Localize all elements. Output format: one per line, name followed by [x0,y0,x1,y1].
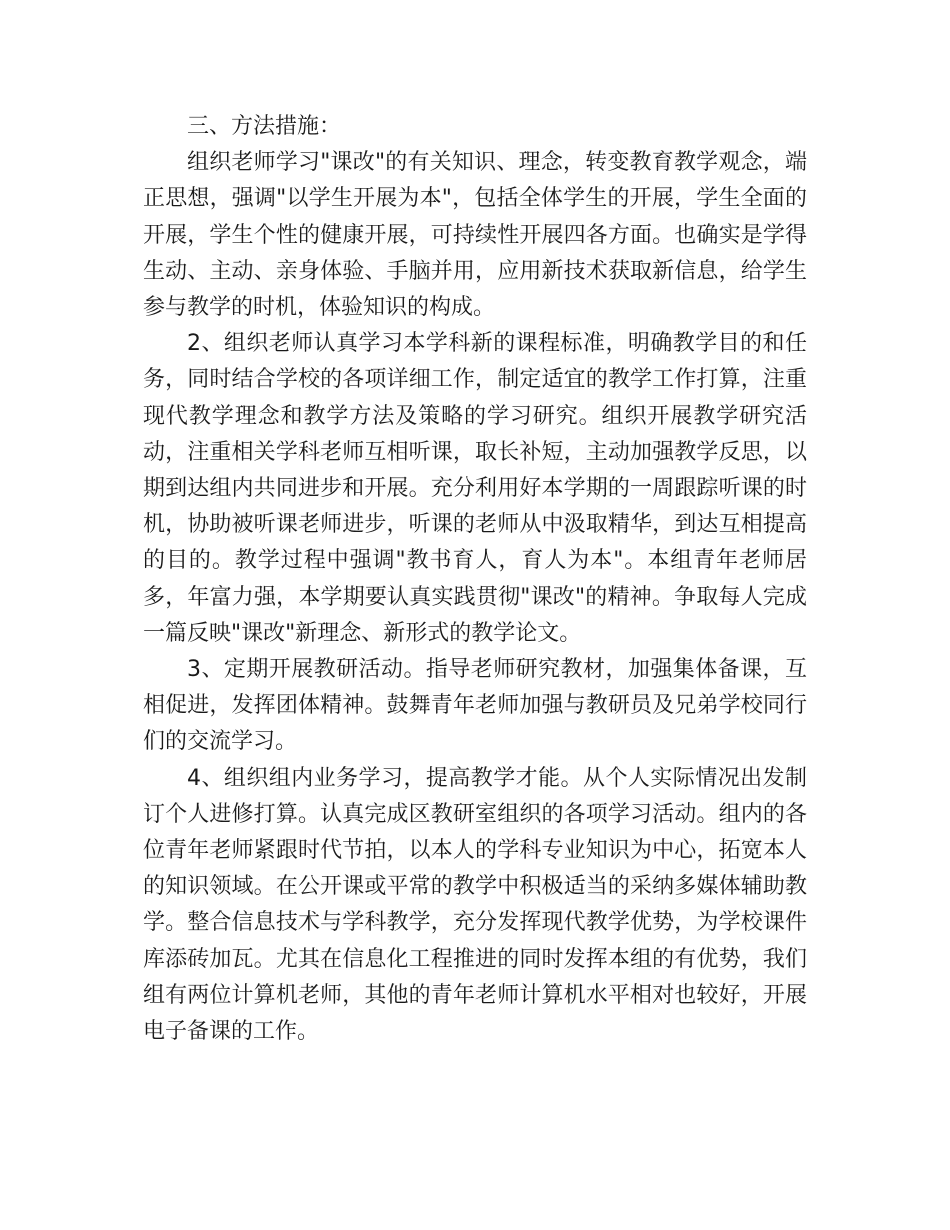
paragraph-item-4: 4、组织组内业务学习，提高教学才能。从个人实际情况出发制订个人进修打算。认真完成区教研室组织的各项学习活动。组内的各位青年老师紧跟时代节拍，以本人的学科专业知识为中心，拓宽本人的知识领域。在公开课或平常的教学中积极适当的采纳多媒体辅助教学。整合信息技术与学科教学，充分发挥现代教学优势，为学校课件库添砖加瓦。尤其在信息化工程推进的同时发挥本组的有优势，我们组有两位计算机老师，其他的青年老师计算机水平相对也较好，开展电子备课的工作。 [143,765,807,1045]
paragraph-item-2: 2、组织老师认真学习本学科新的课程标准，明确教学目的和任务，同时结合学校的各项详细工作，制定适宜的教学工作打算，注重现代教学理念和教学方法及策略的学习研究。组织开展教学研究活动，注重相关学科老师互相听课，取长补短，主动加强教学反思，以期到达组内共同进步和开展。充分利用好本学期的一周跟踪听课的时机，协助被听课老师进步，听课的老师从中汲取精华，到达互相提高的目的。教学过程中强调"教书育人，育人为本"。本组青年老师居多，年富力强，本学期要认真实践贯彻"课改"的精神。争取每人完成一篇反映"课改"新理念、新形式的教学论文。 [143,331,807,646]
document-body [143,109,807,1050]
paragraph-item-3: 3、定期开展教研活动。指导老师研究教材，加强集体备课，互相促进，发挥团体精神。鼓舞青年老师加强与教研员及兄弟学校同行们的交流学习。 [143,657,807,755]
paragraph-intro: 组织老师学习"课改"的有关知识、理念，转变教育教学观念，端正思想，强调"以学生开展为本"，包括全体学生的开展，学生全面的开展，学生个性的健康开展，可持续性开展四各方面。也确实是学得生动、主动、亲身体验、手脑并用，应用新技术获取新信息，给学生参与教学的时机，体验知识的构成。 [143,150,807,321]
section-heading: 三、方法措施： [187,114,342,139]
